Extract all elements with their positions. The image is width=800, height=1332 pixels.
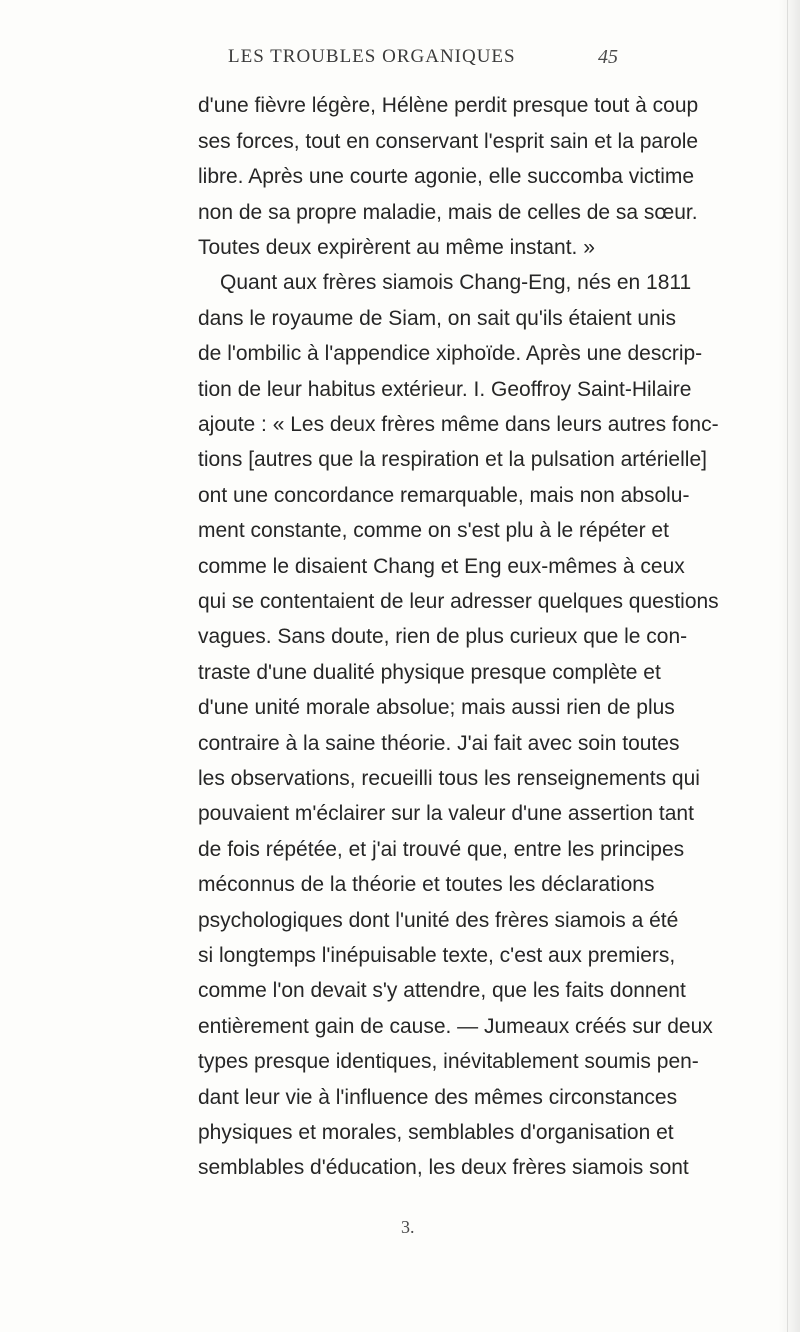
text-line: types presque identiques, inévitablement soumis pen-	[198, 1050, 699, 1073]
text-line: semblables d'éducation, les deux frères siamois sont	[198, 1156, 689, 1179]
text-line: ment constante, comme on s'est plu à le répéter et	[198, 519, 669, 542]
text-line: dant leur vie à l'influence des mêmes circonstances	[198, 1086, 678, 1109]
text-line: tion de leur habitus extérieur. I. Geoffroy Saint-Hilaire	[198, 378, 692, 401]
text-line: Quant aux frères siamois Chang-Eng, nés en 1811	[220, 271, 692, 294]
text-line: psychologiques dont l'unité des frères siamois a été	[198, 909, 679, 932]
text-line: non de sa propre maladie, mais de celles de sa sœur.	[198, 201, 698, 224]
text-line: qui se contentaient de leur adresser quelques questions	[198, 590, 719, 613]
text-line: comme l'on devait s'y attendre, que les faits donnent	[198, 979, 686, 1002]
text-line: si longtemps l'inépuisable texte, c'est aux premiers,	[198, 944, 676, 967]
text-line: entièrement gain de cause. — Jumeaux créés sur deux	[198, 1015, 713, 1038]
text-line: de fois répétée, et j'ai trouvé que, entre les principes	[198, 838, 685, 861]
text-line: comme le disaient Chang et Eng eux-mêmes à ceux	[198, 555, 685, 578]
text-line: méconnus de la théorie et toutes les déclarations	[198, 873, 655, 896]
text-line: tions [autres que la respiration et la pulsation artérielle]	[198, 448, 707, 471]
text-line: d'une fièvre légère, Hélène perdit presque tout à coup	[198, 94, 699, 117]
text-line: ses forces, tout en conservant l'esprit sain et la parole	[198, 130, 699, 153]
text-line: ajoute : « Les deux frères même dans leurs autres fonc-	[198, 413, 719, 436]
signature-mark: 3.	[401, 1217, 415, 1237]
text-line: libre. Après une courte agonie, elle succomba victime	[198, 165, 695, 188]
text-line: les observations, recueilli tous les renseignements qui	[198, 767, 700, 790]
page-number: 45	[598, 46, 618, 68]
running-head: LES TROUBLES ORGANIQUES	[228, 46, 516, 67]
text-line: ont une concordance remarquable, mais non absolu-	[198, 484, 690, 507]
text-line: vagues. Sans doute, rien de plus curieux que le con-	[198, 625, 688, 648]
text-line: de l'ombilic à l'appendice xiphoïde. Après une descrip-	[198, 342, 703, 365]
text-line: physiques et morales, semblables d'organisation et	[198, 1121, 674, 1144]
text-line: d'une unité morale absolue; mais aussi rien de plus	[198, 696, 675, 719]
text-line: pouvaient m'éclairer sur la valeur d'une assertion tant	[198, 802, 694, 825]
text-line: Toutes deux expirèrent au même instant. »	[198, 236, 595, 259]
text-line: dans le royaume de Siam, on sait qu'ils étaient unis	[198, 307, 676, 330]
text-line: contraire à la saine théorie. J'ai fait avec soin toutes	[198, 732, 680, 755]
text-line: traste d'une dualité physique presque complète et	[198, 661, 661, 684]
